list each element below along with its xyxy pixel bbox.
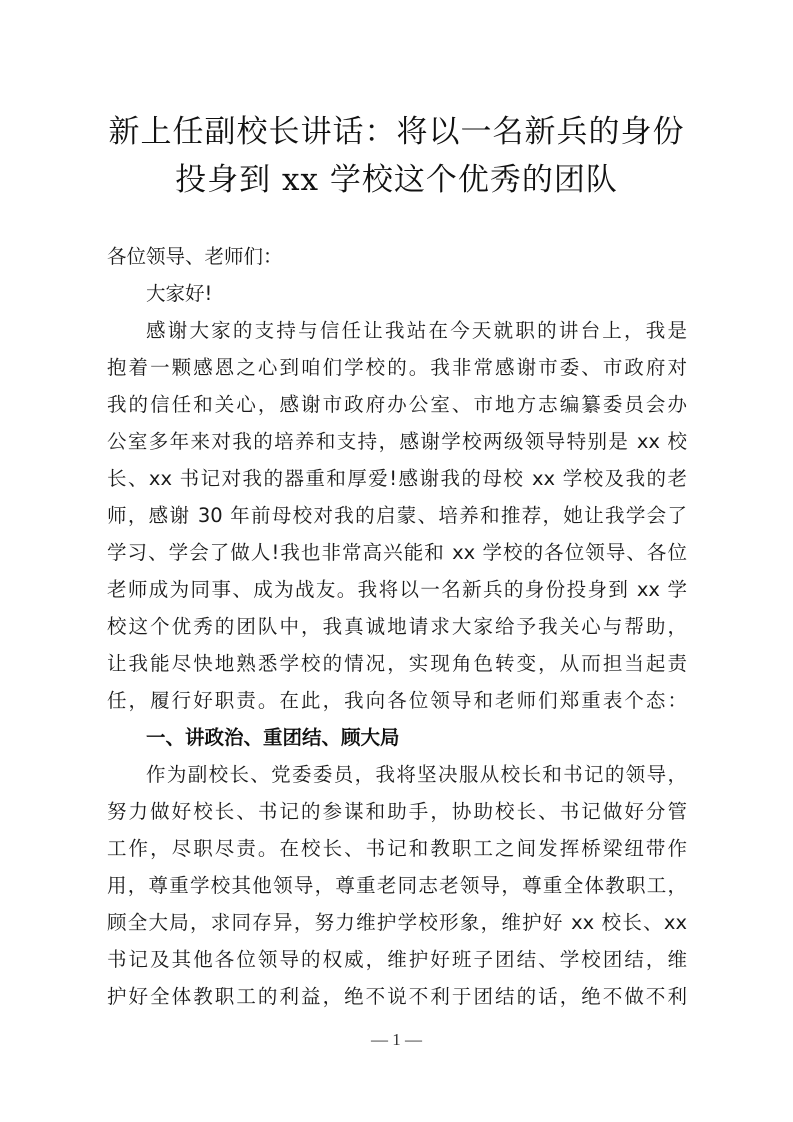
paragraph-line: 抱着一颗感恩之心到咱们学校的。我非常感谢市委、市政府对 [107, 356, 687, 379]
paragraph-line: 让我能尽快地熟悉学校的情况，实现角色转变，从而担当起责 [107, 652, 687, 675]
document-title-line-2: 投身到 xx 学校这个优秀的团队 [175, 162, 618, 198]
section-line: 书记及其他各位领导的权威，维护好班子团结、学校团结，维 [107, 948, 687, 971]
section-heading: 一、讲政治、重团结、顾大局 [146, 726, 400, 749]
section-line: 护好全体教职工的利益，绝不说不利于团结的话，绝不做不利 [107, 985, 687, 1008]
paragraph-line: 任，履行好职责。在此，我向各位领导和老师们郑重表个态： [107, 689, 687, 712]
paragraph-line: 感谢大家的支持与信任让我站在今天就职的讲台上，我是 [146, 319, 687, 342]
paragraph-line: 师，感谢 30 年前母校对我的启蒙、培养和推荐，她让我学会了 [107, 504, 687, 527]
paragraph-line: 学习、学会了做人!我也非常高兴能和 xx 学校的各位领导、各位 [107, 541, 687, 564]
document-title-line-1: 新上任副校长讲话：将以一名新兵的身份 [108, 114, 685, 150]
section-line: 工作，尽职尽责。在校长、书记和教职工之间发挥桥梁纽带作 [107, 837, 687, 860]
section-line: 作为副校长、党委委员，我将坚决服从校长和书记的领导， [146, 763, 687, 786]
section-line: 努力做好校长、书记的参谋和助手，协助校长、书记做好分管 [107, 800, 687, 823]
greeting: 大家好! [146, 282, 213, 305]
paragraph-line: 公室多年来对我的培养和支持，感谢学校两级领导特别是 xx 校 [107, 430, 687, 453]
paragraph-line: 我的信任和关心，感谢市政府办公室、市地方志编纂委员会办 [107, 393, 687, 416]
section-line: 顾全大局，求同存异，努力维护学校形象，维护好 xx 校长、xx [107, 911, 687, 934]
salutation: 各位领导、老师们： [107, 245, 283, 268]
paragraph-line: 长、xx 书记对我的器重和厚爱!感谢我的母校 xx 学校及我的老 [107, 467, 687, 490]
section-line: 用，尊重学校其他领导，尊重老同志老领导，尊重全体教职工， [107, 874, 687, 897]
page-number: — 1 — [371, 1030, 422, 1049]
paragraph-line: 老师成为同事、成为战友。我将以一名新兵的身份投身到 xx 学 [107, 578, 687, 601]
paragraph-line: 校这个优秀的团队中，我真诚地请求大家给予我关心与帮助， [107, 615, 687, 638]
